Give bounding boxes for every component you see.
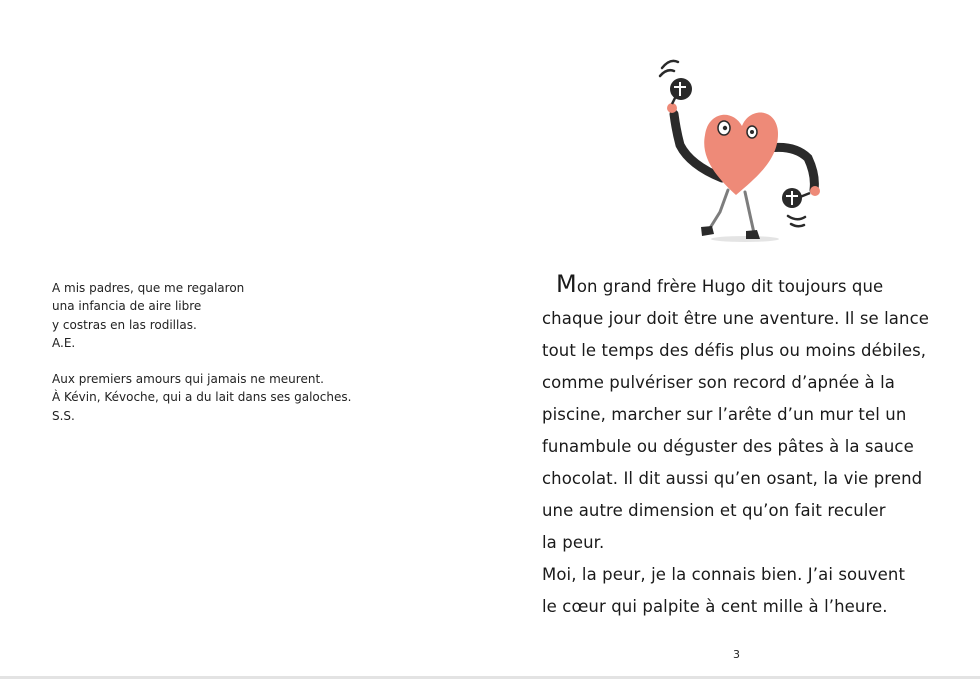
story-line: chaque jour doit être une aventure. Il se lance xyxy=(542,309,929,328)
story-line: tout le temps des défis plus ou moins débiles, xyxy=(542,341,927,360)
dedication-line: Aux premiers amours qui jamais ne meurent. xyxy=(52,372,324,387)
right-page xyxy=(490,0,980,679)
story-line: piscine, marcher sur l’arête d’un mur tel un xyxy=(542,405,907,424)
dedication-signature: S.S. xyxy=(52,408,75,423)
story-line: comme pulvériser son record d’apnée à la xyxy=(542,373,895,392)
dedication-line: y costras en las rodillas. xyxy=(52,317,197,332)
dedication-signature: A.E. xyxy=(52,335,76,350)
story-line: la peur. xyxy=(542,533,605,552)
heart-character-with-maracas-icon xyxy=(650,50,850,250)
dedication-line: una infancia de aire libre xyxy=(52,299,202,314)
story-first-line-rest: on grand frère Hugo dit toujours que xyxy=(576,277,884,296)
dedication-french xyxy=(52,370,351,425)
dedication-line: À Kévin, Kévoche, qui a du lait dans ses galoches. xyxy=(52,390,352,405)
dedication-line: A mis padres, que me regalaron xyxy=(52,281,245,295)
story-first-line xyxy=(542,268,929,303)
story-line: funambule ou déguster des pâtes à la sauce xyxy=(542,437,914,456)
story-line: une autre dimension et qu’on fait reculer xyxy=(542,501,886,520)
story-text xyxy=(542,268,929,623)
story-line: Moi, la peur, je la connais bien. J’ai souvent xyxy=(542,565,906,584)
page-number: 3 xyxy=(733,648,740,661)
story-line: le cœur qui palpite à cent mille à l’heure. xyxy=(542,597,888,616)
story-line: chocolat. Il dit aussi qu’en osant, la vie prend xyxy=(542,469,923,488)
dropcap: M xyxy=(556,270,577,298)
dedication-spanish xyxy=(52,279,351,352)
dedication xyxy=(52,279,351,425)
